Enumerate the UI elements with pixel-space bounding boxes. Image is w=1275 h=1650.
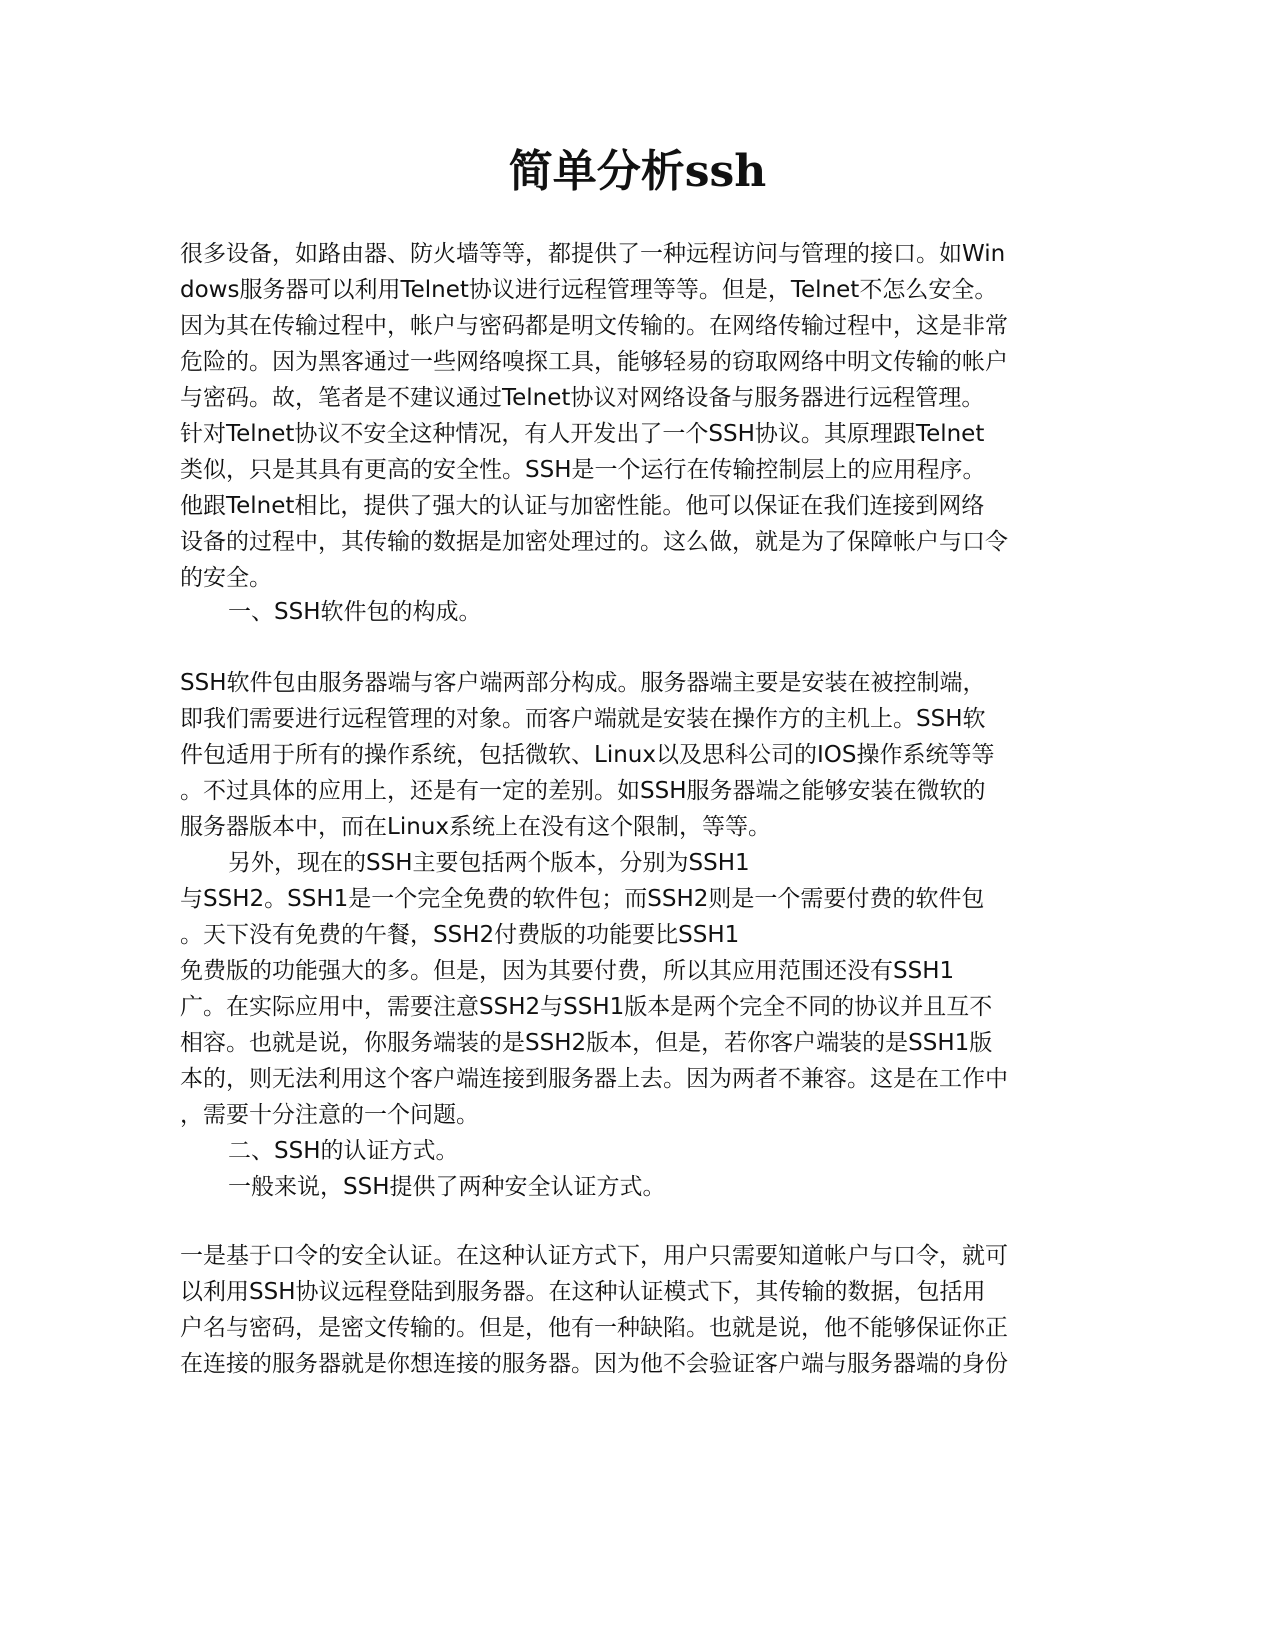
paragraph-line: 。天下没有免费的午餐，SSH2付费版的功能要比SSH1: [180, 922, 740, 948]
paragraph-line: 另外，现在的SSH主要包括两个版本，分别为SSH1: [228, 850, 750, 876]
paragraph-line: 。不过具体的应用上，还是有一定的差别。如SSH服务器端之能够安装在微软的: [180, 778, 986, 804]
paragraph-line: dows服务器可以利用Telnet协议进行远程管理等等。但是，Telnet不怎么安全。: [180, 277, 998, 303]
paragraph-line: 服务器版本中，而在Linux系统上在没有这个限制，等等。: [180, 814, 771, 840]
paragraph-line: 很多设备，如路由器、防火墙等等，都提供了一种远程访问与管理的接口。如Win: [180, 241, 1006, 267]
paragraph-line: ，需要十分注意的一个问题。: [180, 1102, 479, 1128]
paragraph-line: 设备的过程中，其传输的数据是加密处理过的。这么做，就是为了保障帐户与口令: [180, 529, 1008, 555]
paragraph-line: 相容。也就是说，你服务端装的是SSH2版本，但是，若你客户端装的是SSH1版: [180, 1030, 993, 1056]
paragraph-line: SSH软件包由服务器端与客户端两部分构成。服务器端主要是安装在被控制端，: [180, 670, 986, 696]
paragraph-line: 类似，只是其具有更高的安全性。SSH是一个运行在传输控制层上的应用程序。: [180, 457, 986, 483]
paragraph-line: 因为其在传输过程中，帐户与密码都是明文传输的。在网络传输过程中，这是非常: [180, 313, 1008, 339]
paragraph-line: 针对Telnet协议不安全这种情况，有人开发出了一个SSH协议。其原理跟Telnet: [180, 421, 985, 447]
paragraph-line: 本的，则无法利用这个客户端连接到服务器上去。因为两者不兼容。这是在工作中: [180, 1066, 1008, 1092]
document-title: 简单分析ssh: [508, 146, 767, 197]
paragraph-line: 在连接的服务器就是你想连接的服务器。因为他不会验证客户端与服务器端的身份: [180, 1351, 1008, 1377]
paragraph-line: 与密码。故，笔者是不建议通过Telnet协议对网络设备与服务器进行远程管理。: [180, 385, 985, 411]
section-heading-2: 二、SSH的认证方式。: [228, 1138, 459, 1164]
paragraph-line: 与SSH2。SSH1是一个完全免费的软件包；而SSH2则是一个需要付费的软件包: [180, 886, 985, 912]
paragraph-line: 一般来说，SSH提供了两种安全认证方式。: [228, 1174, 666, 1200]
paragraph-line: 的安全。: [180, 565, 272, 591]
paragraph-line: 以利用SSH协议远程登陆到服务器。在这种认证模式下，其传输的数据，包括用: [180, 1279, 986, 1305]
paragraph-line: 户名与密码，是密文传输的。但是，他有一种缺陷。也就是说，他不能够保证你正: [180, 1315, 1008, 1341]
paragraph-line: 广。在实际应用中，需要注意SSH2与SSH1版本是两个完全不同的协议并且互不: [180, 994, 993, 1020]
paragraph-line: 件包适用于所有的操作系统，包括微软、Linux以及思科公司的IOS操作系统等等: [180, 742, 995, 768]
section-heading-1: 一、SSH软件包的构成。: [228, 599, 482, 625]
paragraph-line: 一是基于口令的安全认证。在这种认证方式下，用户只需要知道帐户与口令，就可: [180, 1243, 1008, 1269]
paragraph-line: 免费版的功能强大的多。但是，因为其要付费，所以其应用范围还没有SSH1: [180, 958, 955, 984]
paragraph-line: 危险的。因为黑客通过一些网络嗅探工具，能够轻易的窃取网络中明文传输的帐户: [180, 349, 1008, 375]
paragraph-line: 即我们需要进行远程管理的对象。而客户端就是安装在操作方的主机上。SSH软: [180, 706, 986, 732]
paragraph-line: 他跟Telnet相比，提供了强大的认证与加密性能。他可以保证在我们连接到网络: [180, 493, 985, 519]
